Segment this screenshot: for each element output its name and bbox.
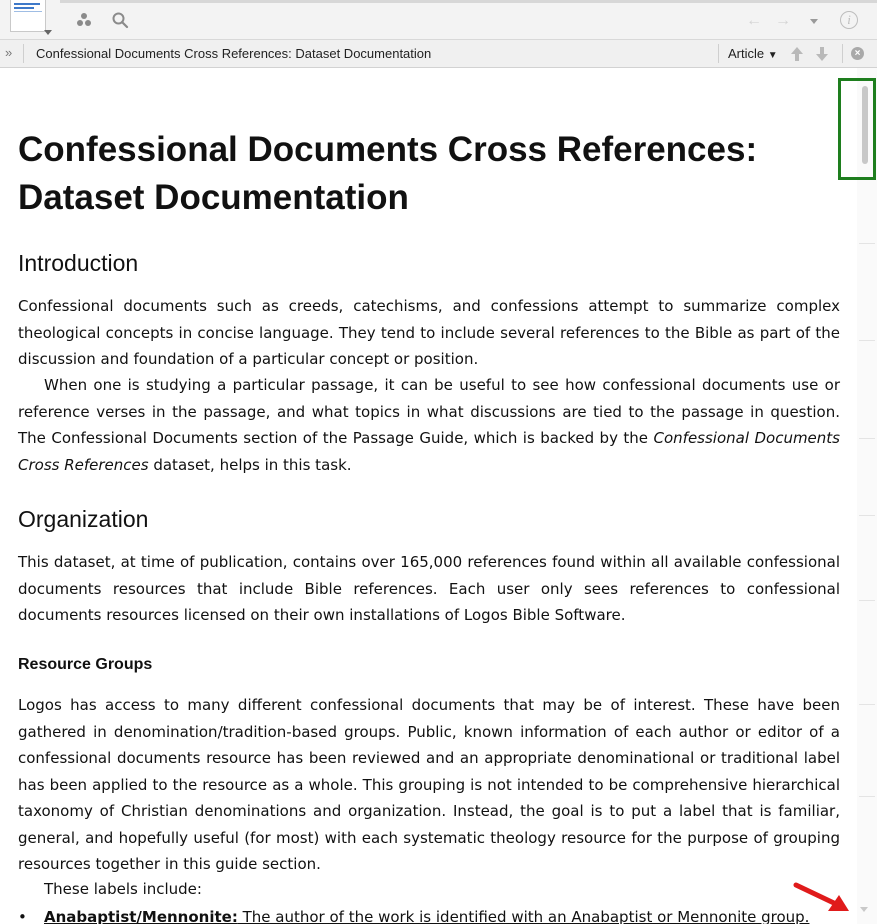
divider (718, 44, 719, 63)
section-marker (859, 704, 875, 705)
chevron-down-icon: ▼ (767, 50, 778, 61)
forward-arrow-icon[interactable]: → (775, 12, 791, 29)
view-dropdown[interactable] (728, 46, 778, 61)
previous-section-icon[interactable] (790, 45, 804, 63)
section-heading-organization: Organization (18, 506, 149, 532)
section-marker (859, 796, 875, 797)
back-arrow-icon[interactable]: ← (746, 12, 762, 29)
section-marker (859, 340, 875, 341)
section-marker (859, 438, 875, 439)
section-heading-introduction: Introduction (18, 250, 139, 276)
section-marker (859, 243, 875, 244)
paragraph (18, 372, 840, 478)
close-icon[interactable]: × (851, 47, 864, 60)
info-icon[interactable]: i (840, 11, 858, 29)
resource-thumbnail-icon[interactable] (10, 0, 46, 32)
paragraph: Logos has access to many different confessional documents that may be of interest. These have been gathered in denomination/tradition-based groups. Public, known information of each author or editor of a confessional documents resource has been reviewed and an appropriate denominational or traditional label has been applied to the resource as a whole. This grouping is not intended to be comprehensive hierarchical taxonomy of Christian denominations and organization. Instead, the goal is to put a label that is familiar, general, and hopefully useful (for most) with each systematic theology resource for the purpose of grouping resources together in this guide section. (18, 696, 840, 873)
search-icon[interactable] (111, 11, 129, 29)
paragraph-text: dataset, helps in this task. (148, 455, 352, 474)
thumbnail-dropdown-icon[interactable] (44, 30, 52, 35)
paragraph: This dataset, at time of publication, contains over 165,000 references found within all available confessional documents resources that include Bible references. Each user only sees references to confessional documents resources licensed on their own installations of Logos Bible Software. (18, 553, 840, 624)
resource-titlebar (0, 40, 877, 68)
divider (842, 44, 843, 63)
app-toolbar (0, 0, 877, 40)
section-heading-resource-groups: Resource Groups (18, 656, 153, 673)
section-marker (859, 600, 875, 601)
paragraph-text: When one is studying a particular passage, it can be useful to see how confessional documents use or reference verses in the passage, and what topics in what discussions are tied to the passage in question. The Confessional Documents section of the Passage Guide, which is backed by the (18, 376, 840, 447)
resource-title: Confessional Documents Cross References: Dataset Documentation (36, 46, 432, 61)
view-dropdown-label: Article (728, 46, 765, 61)
document-view[interactable] (0, 68, 857, 924)
paragraph: Confessional documents such as creeds, catechisms, and confessions attempt to summarize complex theological concepts in concise language. They tend to include several references to the Bible as part of the discussion and foundation of a particular concept or position. (18, 297, 840, 368)
section-marker (859, 515, 875, 516)
list-term: Anabaptist/Mennonite: (44, 908, 238, 924)
paragraph: These labels include: (44, 880, 202, 898)
divider (23, 44, 24, 63)
panels-icon[interactable] (75, 11, 93, 29)
toolbar-top-border (60, 0, 877, 3)
list-text: The author of the work is identified with an Anabaptist or Mennonite group. (237, 908, 810, 924)
scroll-down-icon[interactable] (860, 907, 868, 912)
history-dropdown-icon[interactable] (810, 19, 818, 24)
dataset-title: Confessional Documents Cross References (18, 429, 840, 474)
highlight-box (838, 78, 876, 180)
expand-panel-icon[interactable]: » (5, 45, 13, 60)
list-item (18, 904, 840, 924)
bullet: • (18, 908, 27, 924)
document-title: Confessional Documents Cross References: Dataset Documentation (18, 130, 758, 217)
annotation-arrow-icon (792, 880, 852, 916)
next-section-icon[interactable] (815, 45, 829, 63)
